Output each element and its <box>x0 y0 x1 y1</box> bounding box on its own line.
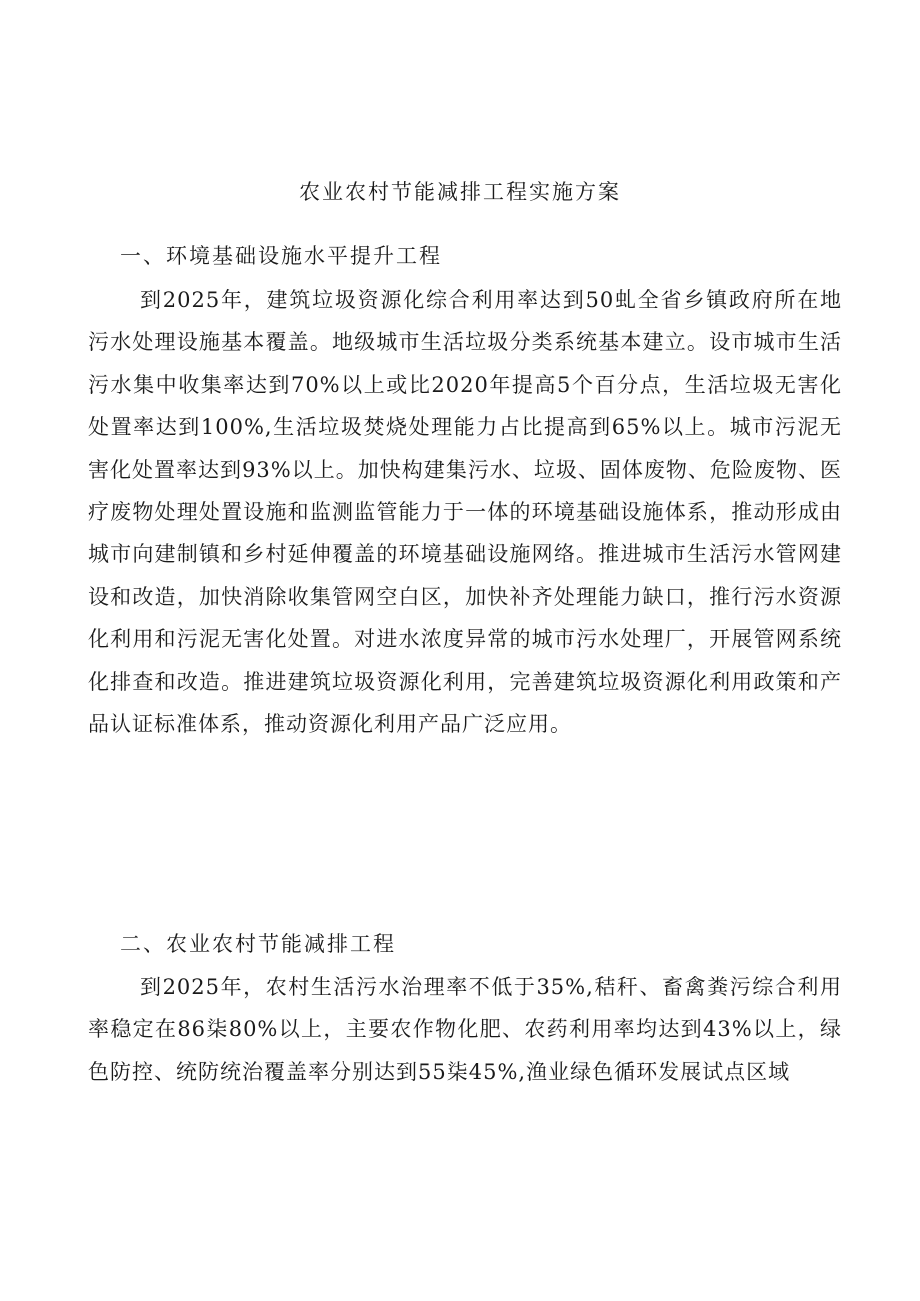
section-heading-agriculture-energy-saving: 二、农业农村节能减排工程 <box>120 932 396 956</box>
section-heading-environment-infrastructure: 一、环境基础设施水平提升工程 <box>120 244 442 268</box>
section-body-environment-infrastructure: 到2025年，建筑垃圾资源化综合利用率达到50虬全省乡镇政府所在地污水处理设施基本覆盖。地级城市生活垃圾分类系统基本建立。设市城市生活污水集中收集率达到70%以上或比2020年提高5个百分点，生活垃圾无害化处置率达到100%,生活垃圾焚烧处理能力占比提高到65%以上。城市污泥无害化处置率达到93%以上。加快构建集污水、垃圾、固体废物、危险废物、医疗废物处理处置设施和监测监管能力于一体的环境基础设施体系，推动形成由城市向建制镇和乡村延伸覆盖的环境基础设施网络。推进城市生活污水管网建设和改造，加快消除收集管网空白区，加快补齐处理能力缺口，推行污水资源化利用和污泥无害化处置。对进水浓度异常的城市污水处理厂，开展管网系统化排查和改造。推进建筑垃圾资源化利用，完善建筑垃圾资源化利用政策和产品认证标准体系，推动资源化利用产品广泛应用。 <box>88 288 842 737</box>
page-title: 农业农村节能减排工程实施方案 <box>299 180 621 204</box>
section-body-agriculture-energy-saving: 到2025年，农村生活污水治理率不低于35%,秸秆、畜禽粪污综合利用率稳定在86柒80%以上，主要农作物化肥、农药利用率均达到43%以上，绿色防控、统防统治覆盖率分别达到55柒45%,渔业绿色循环发展试点区域 <box>88 975 842 1084</box>
